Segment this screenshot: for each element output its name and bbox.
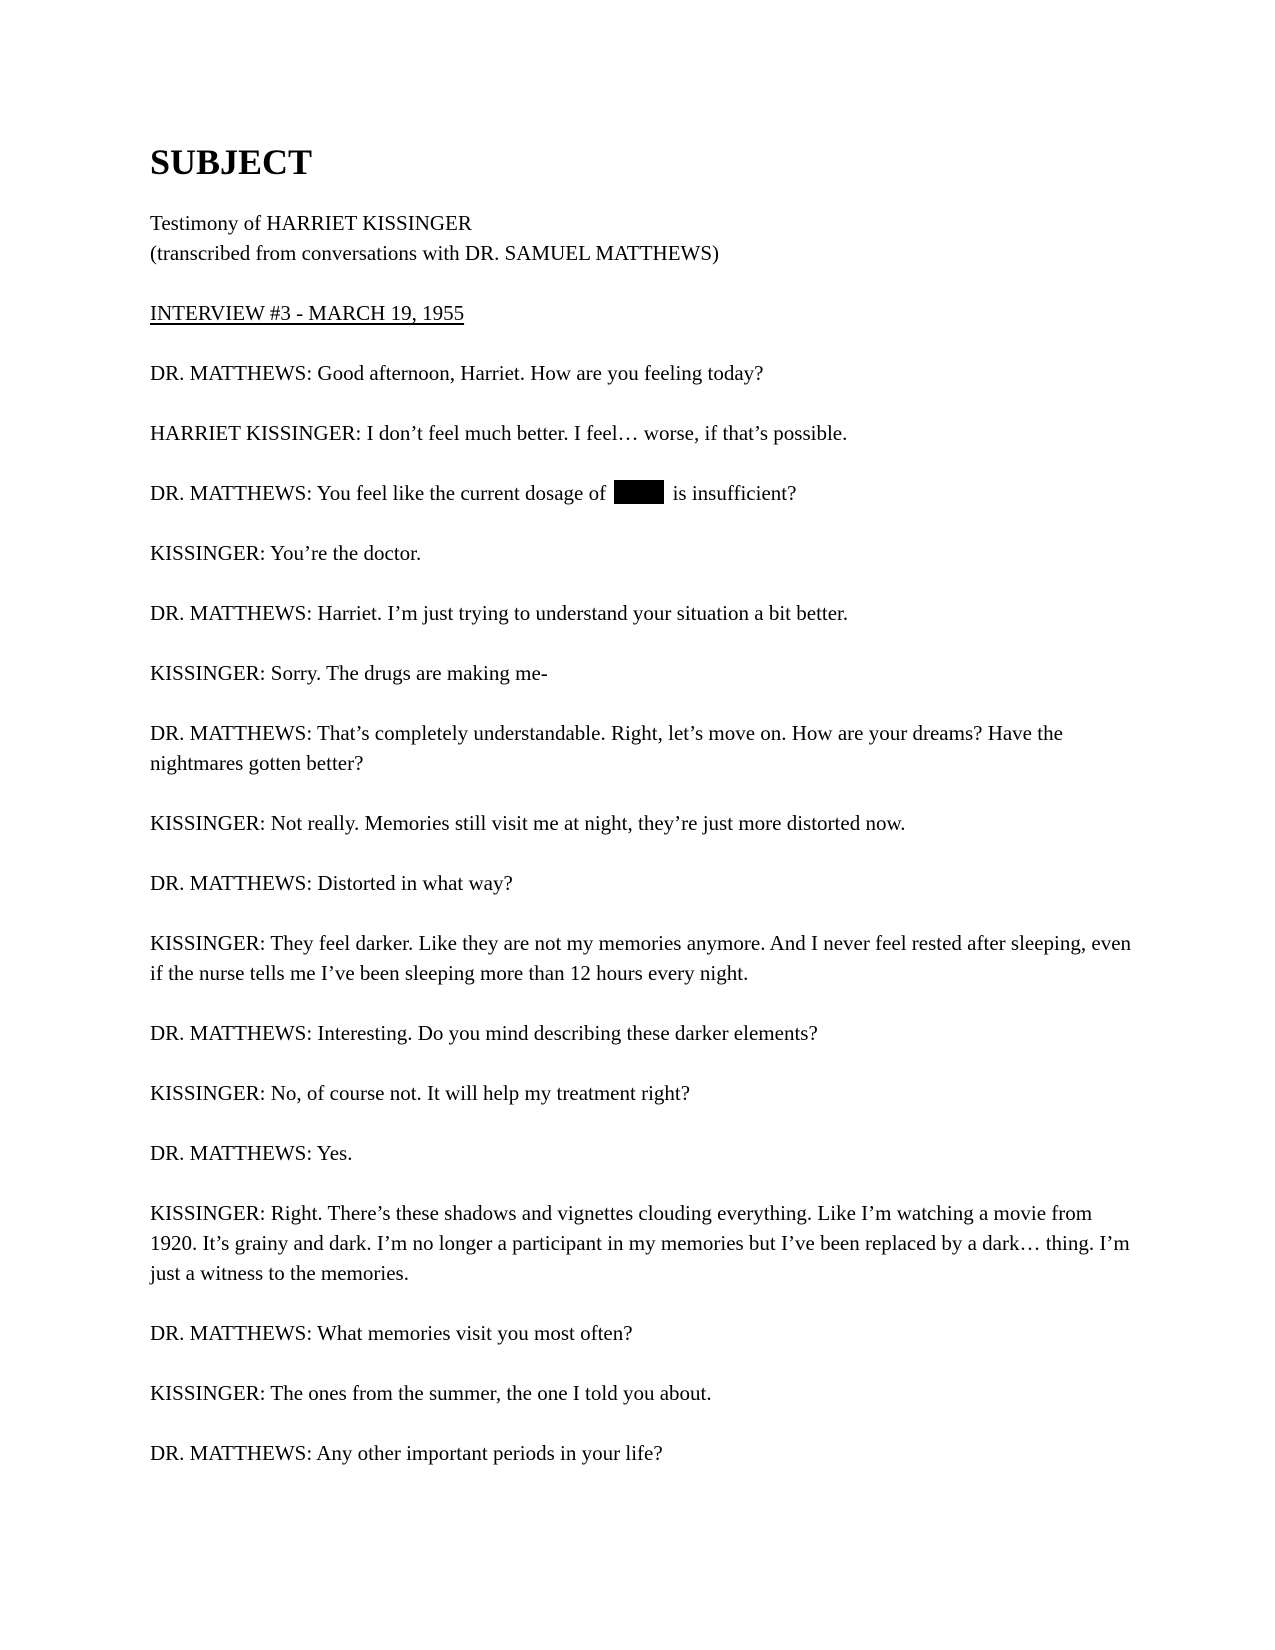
dialogue-line: DR. MATTHEWS: Interesting. Do you mind describing these darker elements? xyxy=(150,1021,818,1045)
dialogue-line: DR. MATTHEWS: What memories visit you most often? xyxy=(150,1321,633,1345)
transcribed-line: (transcribed from conversations with DR. SAMUEL MATTHEWS) xyxy=(150,241,720,265)
dialogue-line: KISSINGER: No, of course not. It will help my treatment right? xyxy=(150,1081,691,1105)
dialogue-line: DR. MATTHEWS: Yes. xyxy=(150,1141,353,1165)
dialogue-line: KISSINGER: Not really. Memories still visit me at night, they’re just more distorted now. xyxy=(150,811,906,835)
dialogue-line: KISSINGER: They feel darker. Like they are not my memories anymore. And I never feel rested after sleeping, even if the nurse tells me I’ve been sleeping more than 12 hours every night. xyxy=(150,931,1132,985)
document-title: SUBJECT xyxy=(150,142,313,182)
dialogue-line: KISSINGER: Right. There’s these shadows and vignettes clouding everything. Like I’m watching a movie from 1920. It’s grainy and dark. I’m no longer a participant in my memories but I’ve been replaced by a dark… thing. I’m just a witness to the memories. xyxy=(150,1201,1130,1285)
dialogue-line: KISSINGER: Sorry. The drugs are making me- xyxy=(150,661,548,685)
dialogue-line-before: DR. MATTHEWS: You feel like the current dosage of xyxy=(150,481,607,505)
dialogue-line: KISSINGER: You’re the doctor. xyxy=(150,541,422,565)
redaction-block xyxy=(614,480,664,504)
dialogue-line: DR. MATTHEWS: That’s completely understandable. Right, let’s move on. How are your dreams? Have the nightmares gotten better? xyxy=(150,721,1063,775)
dialogue-line: KISSINGER: The ones from the summer, the one I told you about. xyxy=(150,1381,712,1405)
document-page xyxy=(150,140,1135,1468)
interview-header: INTERVIEW #3 - MARCH 19, 1955 xyxy=(150,301,465,325)
dialogue-line: DR. MATTHEWS: Harriet. I’m just trying to understand your situation a bit better. xyxy=(150,601,849,625)
dialogue-line-after: is insufficient? xyxy=(672,481,797,505)
dialogue-line: DR. MATTHEWS: Any other important periods in your life? xyxy=(150,1441,663,1465)
dialogue-line: HARRIET KISSINGER: I don’t feel much better. I feel… worse, if that’s possible. xyxy=(150,421,848,445)
dialogue-line-with-redaction xyxy=(150,478,1135,508)
dialogue-line: DR. MATTHEWS: Distorted in what way? xyxy=(150,871,513,895)
testimony-line: Testimony of HARRIET KISSINGER xyxy=(150,211,472,235)
dialogue-line: DR. MATTHEWS: Good afternoon, Harriet. How are you feeling today? xyxy=(150,361,764,385)
